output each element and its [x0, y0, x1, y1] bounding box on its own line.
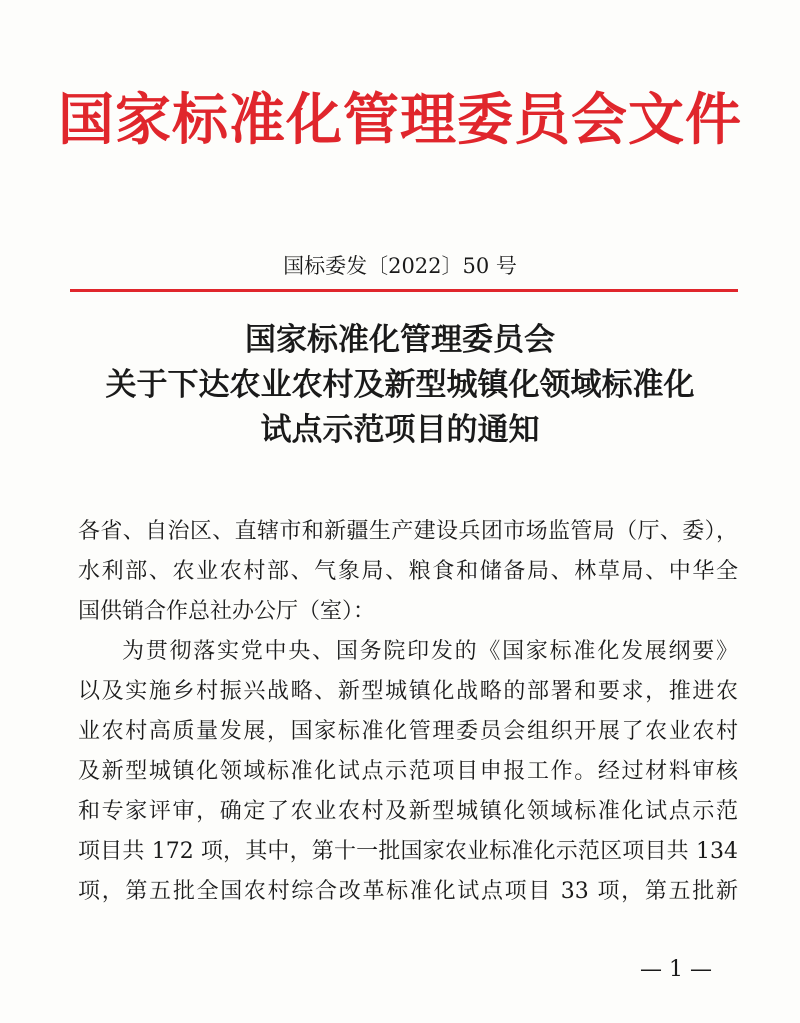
addressee-line-2: 水利部、农业农村部、气象局、粮食和储备局、林草局、中华全: [78, 559, 738, 584]
paragraph-line-6: 项目共 172 项，其中，第十一批国家农业标准化示范区项目共 134: [78, 839, 738, 864]
document-body: [78, 512, 738, 912]
addressee-line-3: 国供销合作总社办公厅（室）：: [78, 599, 376, 624]
paragraph-line-3: 业农村高质量发展，国家标准化管理委员会组织开展了农业农村: [78, 719, 738, 744]
addressee-line-1: 各省、自治区、直辖市和新疆生产建设兵团市场监管局（厅、委），: [78, 519, 738, 544]
title-line-2: 关于下达农业农村及新型城镇化领域标准化: [105, 367, 695, 403]
paragraph-line-5: 和专家评审，确定了农业农村及新型城镇化领域标准化试点示范: [78, 799, 738, 824]
title-line-1: 国家标准化管理委员会: [245, 322, 555, 358]
paragraph-line-7: 项，第五批全国农村综合改革标准化试点项目 33 项，第五批新: [78, 879, 738, 904]
page-number: — 1 —: [640, 957, 712, 982]
document-title: [0, 318, 800, 453]
paragraph-line-1: 为贯彻落实党中央、国务院印发的《国家标准化发展纲要》: [122, 639, 738, 664]
title-line-3: 试点示范项目的通知: [260, 412, 540, 448]
document-header-title: 国家标准化管理委员会文件: [58, 87, 742, 153]
red-divider-line: [70, 289, 738, 292]
paragraph-line-4: 及新型城镇化领域标准化试点示范项目申报工作。经过材料审核: [78, 759, 738, 784]
paragraph-line-2: 以及实施乡村振兴战略、新型城镇化战略的部署和要求，推进农: [78, 679, 738, 704]
document-number: 国标委发〔2022〕50 号: [283, 254, 517, 278]
